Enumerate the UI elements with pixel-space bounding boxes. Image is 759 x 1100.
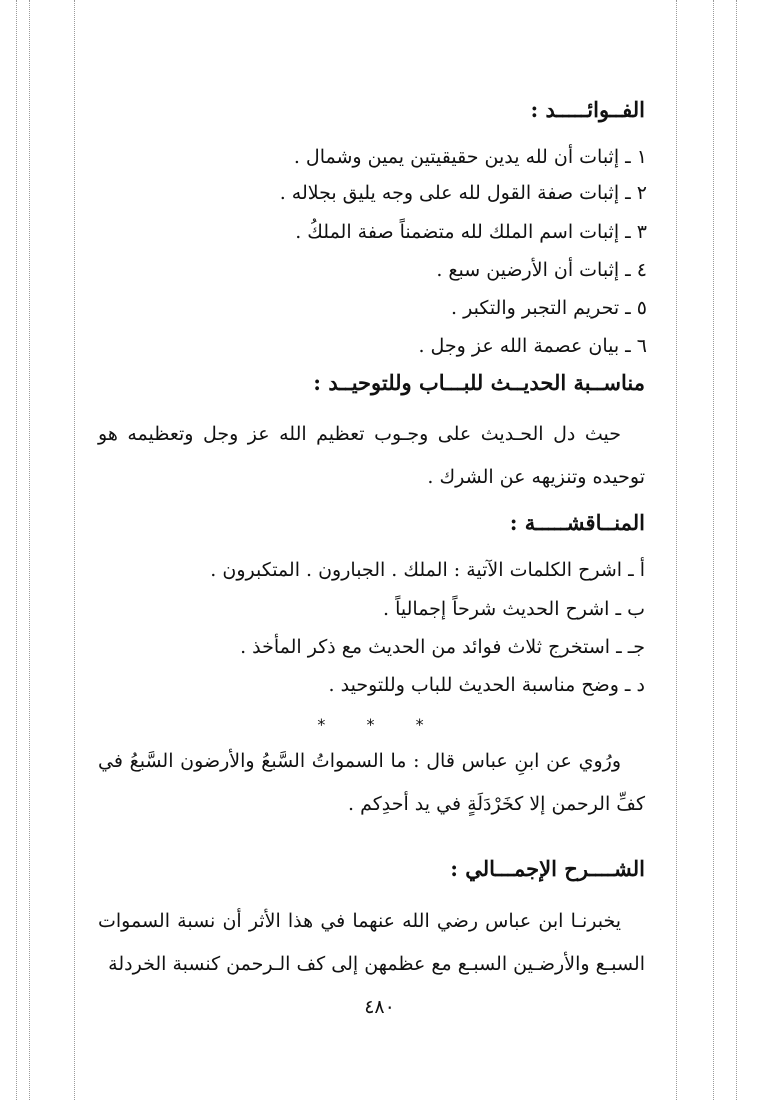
- guide-line-right-2: [713, 0, 714, 1100]
- benefits-heading: الفــوائـــــد :: [530, 97, 645, 122]
- discussion-item: جـ ـ استخرج ثلاث فوائد من الحديث مع ذكر المأخذ .: [240, 636, 645, 658]
- section-separator: * * *: [317, 715, 442, 734]
- benefit-item: ٣ ـ إثبات اسم الملك لله متضمناً صفة الملكُ .: [295, 221, 647, 243]
- guide-line-left-1: [16, 0, 17, 1100]
- narration-paragraph: ورُوي عن ابنِ عباس قال : ما السمواتُ السَّبعُ والأرضون السَّبعُ في كفِّ الرحمن إلا كخَرْدَلَةٍ في يد أحدِكم .: [98, 750, 645, 815]
- guide-line-left-2: [29, 0, 30, 1100]
- discussion-item: أ ـ اشرح الكلمات الآتية : الملك . الجبارون . المتكبرون .: [210, 559, 645, 581]
- benefit-item: ١ ـ إثبات أن لله يدين حقيقيتين يمين وشمال .: [293, 146, 647, 168]
- benefit-item: ٥ ـ تحريم التجبر والتكبر .: [451, 297, 647, 319]
- benefit-item: ٢ ـ إثبات صفة القول لله على وجه يليق بجلاله .: [279, 182, 647, 204]
- discussion-item: د ـ وضح مناسبة الحديث للباب وللتوحيد .: [328, 674, 645, 696]
- benefit-item: ٤ ـ إثبات أن الأرضين سبع .: [436, 259, 647, 281]
- discussion-heading: المنــاقشـــــة :: [509, 510, 645, 535]
- summary-paragraph: يخبرنـا ابن عباس رضي الله عنهما في هذا الأثر أن نسبة السموات السبـع والأرضـين السبـع مع عظمهن إلى كف الـرحمن كنسبة الخردلة: [98, 910, 645, 975]
- guide-line-left-3: [74, 0, 75, 1100]
- relevance-paragraph: حيث دل الحـديث على وجـوب تعظيم الله عز وجل وتعظيمه هو توحيده وتنزيهه عن الشرك .: [98, 423, 645, 488]
- guide-line-right-1: [676, 0, 677, 1100]
- guide-line-right-3: [736, 0, 737, 1100]
- discussion-item: ب ـ اشرح الحديث شرحاً إجمالياً .: [383, 598, 645, 620]
- page-number: ٤٨٠: [364, 996, 395, 1018]
- benefit-item: ٦ ـ بيان عصمة الله عز وجل .: [418, 335, 647, 357]
- relevance-heading: مناســبة الحديــث للبـــاب وللتوحيــد :: [313, 370, 645, 395]
- summary-heading: الشــــرح الإجمـــالي :: [450, 856, 645, 881]
